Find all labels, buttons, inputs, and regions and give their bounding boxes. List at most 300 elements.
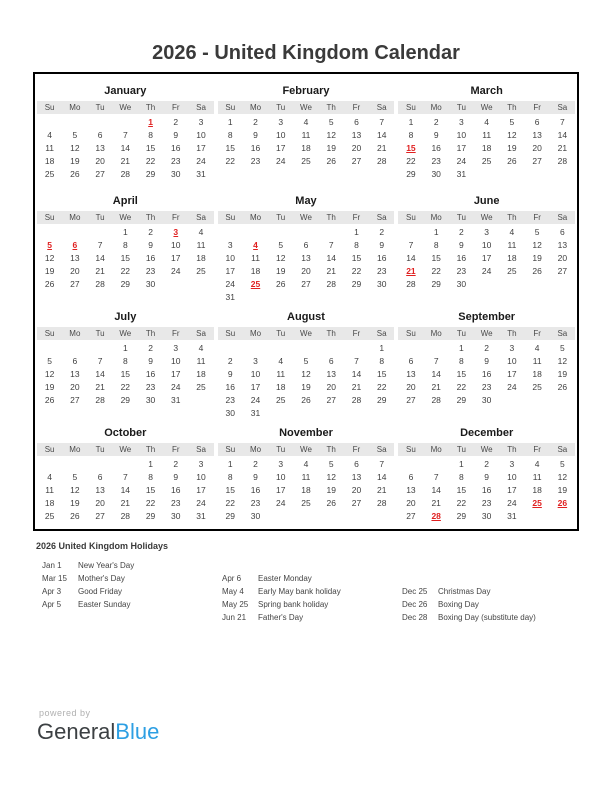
day-cell: 8 bbox=[148, 130, 153, 140]
empty-day-cell bbox=[293, 342, 318, 355]
day-cell: 25 bbox=[196, 381, 206, 392]
week-row bbox=[398, 155, 575, 168]
day-cell: 12 bbox=[557, 355, 568, 366]
week-row bbox=[218, 381, 395, 394]
day-cell: 14 bbox=[376, 471, 387, 482]
day-cell: 29 bbox=[456, 394, 467, 405]
day-cell: 9 bbox=[253, 130, 258, 140]
day-cell: 21 bbox=[376, 143, 387, 153]
day-cell: 2 bbox=[433, 117, 439, 127]
day-cell: 10 bbox=[250, 368, 261, 379]
day-cell: 12 bbox=[276, 252, 286, 263]
month-block bbox=[396, 420, 577, 530]
day-cell: 17 bbox=[276, 143, 286, 153]
day-cell: 8 bbox=[354, 239, 359, 250]
day-cell: 7 bbox=[122, 471, 128, 482]
day-cell: 28 bbox=[351, 394, 362, 405]
day-cell: 13 bbox=[95, 484, 105, 495]
day-cell: 30 bbox=[481, 510, 492, 521]
week-row bbox=[37, 342, 214, 355]
holiday-entry bbox=[42, 598, 220, 611]
weekday-header-row bbox=[398, 443, 575, 456]
day-cell: 21 bbox=[95, 265, 105, 276]
day-cell: 25 bbox=[44, 510, 55, 521]
day-cell: 13 bbox=[301, 252, 311, 263]
holiday-date: Apr 3 bbox=[42, 587, 62, 596]
day-cell: 10 bbox=[171, 239, 181, 250]
day-cell: 13 bbox=[406, 484, 416, 495]
day-cell: 7 bbox=[379, 117, 385, 127]
empty-day-cell bbox=[37, 116, 62, 129]
brand-dark-text: General bbox=[37, 719, 116, 744]
day-cell: 30 bbox=[456, 278, 467, 289]
day-cell: 29 bbox=[376, 394, 387, 405]
day-cell: 9 bbox=[379, 239, 385, 250]
day-cell: 8 bbox=[227, 471, 233, 482]
holiday-date: Apr 6 bbox=[222, 574, 242, 583]
weekday-label: We bbox=[119, 328, 132, 338]
week-row bbox=[37, 116, 214, 129]
empty-day-cell bbox=[525, 394, 550, 407]
day-cell: 27 bbox=[95, 510, 105, 521]
day-cell: 31 bbox=[456, 169, 467, 179]
day-cell: 26 bbox=[326, 497, 336, 508]
empty-day-cell bbox=[37, 342, 62, 355]
day-cell: 15 bbox=[225, 484, 235, 495]
empty-day-cell bbox=[243, 342, 268, 355]
day-cell: 29 bbox=[406, 169, 416, 179]
weekday-header-row bbox=[218, 101, 395, 114]
day-cell: 19 bbox=[44, 381, 55, 392]
holiday-entry bbox=[222, 585, 400, 598]
day-cell: 11 bbox=[45, 143, 55, 153]
month-block bbox=[216, 188, 397, 304]
week-row bbox=[37, 278, 214, 291]
day-cell: 31 bbox=[507, 510, 517, 521]
week-row bbox=[398, 355, 575, 368]
day-cell: 29 bbox=[145, 510, 156, 521]
day-cell: 5 bbox=[72, 471, 78, 482]
day-cell: 2 bbox=[484, 458, 490, 469]
day-cell: 6 bbox=[354, 458, 359, 469]
week-row bbox=[218, 291, 395, 304]
day-cell: 14 bbox=[376, 130, 387, 140]
page-title: 2026 - United Kingdom Calendar bbox=[152, 42, 460, 64]
day-cell: 27 bbox=[326, 394, 336, 405]
day-cell: 27 bbox=[351, 156, 362, 166]
day-cell: 15 bbox=[145, 143, 156, 153]
day-cell: 3 bbox=[278, 458, 284, 469]
holiday-date: May 25 bbox=[222, 600, 249, 609]
week-row bbox=[37, 497, 214, 510]
week-row bbox=[398, 497, 575, 510]
holiday-column bbox=[42, 559, 220, 611]
day-cell: 2 bbox=[484, 342, 490, 353]
holiday-date: Dec 25 bbox=[402, 587, 428, 596]
weekday-label: Su bbox=[44, 103, 55, 112]
empty-day-cell bbox=[344, 342, 369, 355]
month-block bbox=[35, 78, 216, 188]
day-cell: 19 bbox=[326, 484, 336, 495]
day-cell: 8 bbox=[227, 130, 233, 140]
day-cell: 24 bbox=[196, 156, 206, 166]
weekday-label: Su bbox=[406, 212, 416, 222]
day-cell: 26 bbox=[276, 278, 286, 289]
weekday-label: We bbox=[480, 328, 493, 338]
empty-day-cell bbox=[474, 278, 499, 291]
day-cell: 13 bbox=[351, 471, 362, 482]
day-cell: 13 bbox=[70, 252, 80, 263]
day-cell: 18 bbox=[507, 252, 517, 263]
day-cell: 11 bbox=[276, 368, 286, 379]
day-cell: 3 bbox=[253, 355, 258, 366]
weekday-label: Th bbox=[507, 328, 517, 338]
day-cell: 29 bbox=[431, 278, 441, 289]
empty-day-cell bbox=[344, 291, 369, 304]
empty-day-cell bbox=[163, 278, 188, 291]
day-cell: 3 bbox=[509, 342, 515, 353]
day-cell: 17 bbox=[507, 368, 517, 379]
week-row bbox=[398, 226, 575, 239]
day-cell: 15 bbox=[120, 252, 131, 263]
week-row bbox=[398, 265, 575, 278]
holiday-entry bbox=[222, 572, 400, 585]
month-title: February bbox=[282, 85, 330, 97]
day-cell: 12 bbox=[326, 130, 336, 140]
day-cell: 19 bbox=[507, 143, 517, 153]
empty-day-cell bbox=[113, 458, 138, 471]
day-cell: 14 bbox=[557, 130, 568, 140]
day-cell: 2 bbox=[148, 342, 153, 353]
day-cell: 22 bbox=[351, 265, 362, 276]
holiday-entry bbox=[402, 585, 580, 598]
day-cell: 22 bbox=[120, 265, 131, 276]
weekday-label: Su bbox=[225, 103, 236, 112]
day-cell: 28 bbox=[376, 156, 387, 166]
day-cell: 18 bbox=[301, 143, 311, 153]
day-cell: 23 bbox=[431, 156, 441, 166]
day-cell: 4 bbox=[303, 117, 309, 127]
weekday-label: Tu bbox=[456, 103, 466, 112]
weekday-label: We bbox=[119, 212, 132, 222]
month-block bbox=[216, 78, 397, 188]
day-cell: 23 bbox=[171, 497, 181, 508]
day-cell: 18 bbox=[532, 368, 542, 379]
week-row bbox=[37, 381, 214, 394]
day-cell: 23 bbox=[481, 497, 492, 508]
day-cell: 26 bbox=[557, 497, 568, 508]
day-cell: 31 bbox=[250, 407, 261, 418]
month-title: December bbox=[460, 426, 514, 439]
week-row bbox=[218, 368, 395, 381]
day-cell: 20 bbox=[95, 497, 105, 508]
day-cell: 29 bbox=[225, 510, 235, 521]
day-cell: 17 bbox=[171, 368, 181, 379]
day-cell: 2 bbox=[379, 226, 385, 237]
day-cell: 1 bbox=[148, 458, 153, 469]
weekday-label: We bbox=[119, 103, 132, 112]
week-row bbox=[37, 265, 214, 278]
day-cell: 12 bbox=[507, 130, 517, 140]
weekday-label: Th bbox=[326, 212, 336, 222]
empty-day-cell bbox=[398, 226, 423, 239]
day-cell: 12 bbox=[70, 143, 80, 153]
day-cell: 9 bbox=[148, 355, 153, 366]
week-row bbox=[218, 239, 395, 252]
day-cell: 8 bbox=[459, 471, 464, 482]
holiday-name: New Year's Day bbox=[78, 561, 135, 570]
month-block bbox=[35, 304, 216, 420]
week-row bbox=[398, 381, 575, 394]
day-cell: 25 bbox=[196, 265, 206, 276]
day-cell: 15 bbox=[456, 484, 467, 495]
day-cell: 11 bbox=[532, 355, 542, 366]
month-block bbox=[216, 420, 397, 530]
empty-day-cell bbox=[268, 291, 293, 304]
week-row bbox=[218, 510, 395, 523]
weekday-label: Mo bbox=[69, 328, 81, 338]
holiday-date: Apr 5 bbox=[42, 600, 62, 609]
week-row bbox=[218, 471, 395, 484]
day-cell: 20 bbox=[301, 265, 311, 276]
holiday-entry bbox=[42, 572, 220, 585]
day-cell: 17 bbox=[171, 252, 181, 263]
weekday-label: Mo bbox=[430, 328, 442, 338]
week-row bbox=[37, 458, 214, 471]
week-row bbox=[398, 129, 575, 142]
week-row bbox=[398, 168, 575, 181]
weekday-label: Fr bbox=[352, 328, 361, 338]
day-cell: 26 bbox=[44, 394, 55, 405]
day-cell: 9 bbox=[484, 355, 490, 366]
empty-day-cell bbox=[113, 116, 138, 129]
week-row bbox=[398, 252, 575, 265]
week-row bbox=[218, 142, 395, 155]
weekday-label: We bbox=[300, 444, 312, 454]
holiday-date: Dec 28 bbox=[402, 613, 428, 622]
day-cell: 12 bbox=[44, 368, 55, 379]
day-cell: 31 bbox=[171, 394, 181, 405]
day-cell: 26 bbox=[326, 156, 336, 166]
weekday-label: Sa bbox=[196, 328, 206, 338]
day-cell: 7 bbox=[122, 130, 128, 140]
day-cell: 4 bbox=[253, 239, 258, 250]
day-cell: 21 bbox=[376, 484, 387, 495]
holiday-date: Jun 21 bbox=[222, 613, 247, 622]
day-cell: 9 bbox=[227, 368, 233, 379]
day-cell: 20 bbox=[406, 497, 416, 508]
day-cell: 16 bbox=[225, 381, 235, 392]
weekday-label: Mo bbox=[430, 103, 442, 112]
empty-day-cell bbox=[243, 291, 268, 304]
day-cell: 7 bbox=[433, 471, 439, 482]
week-row bbox=[218, 265, 395, 278]
day-cell: 25 bbox=[507, 265, 517, 276]
day-cell: 7 bbox=[560, 117, 565, 127]
day-cell: 13 bbox=[557, 239, 568, 250]
day-cell: 12 bbox=[70, 484, 80, 495]
empty-day-cell bbox=[268, 226, 293, 239]
weekday-label: Tu bbox=[456, 444, 466, 454]
day-cell: 22 bbox=[145, 156, 156, 166]
day-cell: 30 bbox=[171, 510, 181, 521]
day-cell: 2 bbox=[253, 117, 258, 127]
day-cell: 21 bbox=[95, 381, 105, 392]
week-row bbox=[37, 239, 214, 252]
weekday-label: Fr bbox=[533, 444, 541, 454]
day-cell: 5 bbox=[303, 355, 309, 366]
day-cell: 10 bbox=[276, 130, 286, 140]
day-cell: 19 bbox=[557, 368, 568, 379]
week-row bbox=[37, 510, 214, 523]
day-cell: 30 bbox=[145, 278, 156, 289]
day-cell: 28 bbox=[431, 394, 441, 405]
holiday-entry bbox=[42, 585, 220, 598]
empty-day-cell bbox=[268, 407, 293, 420]
day-cell: 6 bbox=[72, 355, 78, 366]
day-cell: 5 bbox=[47, 355, 52, 366]
day-cell: 15 bbox=[120, 368, 131, 379]
day-cell: 9 bbox=[173, 130, 179, 140]
day-cell: 11 bbox=[301, 471, 311, 482]
month-block bbox=[396, 304, 577, 420]
day-cell: 24 bbox=[276, 156, 286, 166]
weekday-label: Su bbox=[44, 328, 55, 338]
weekday-header-row bbox=[37, 211, 214, 224]
week-row bbox=[398, 342, 575, 355]
day-cell: 11 bbox=[507, 239, 517, 250]
holiday-name: Good Friday bbox=[78, 587, 123, 596]
month-block bbox=[35, 188, 216, 304]
day-cell: 7 bbox=[433, 355, 439, 366]
day-cell: 20 bbox=[326, 381, 336, 392]
day-cell: 20 bbox=[532, 143, 542, 153]
weekday-label: We bbox=[480, 212, 493, 222]
week-row bbox=[218, 497, 395, 510]
day-cell: 1 bbox=[148, 117, 153, 127]
week-row bbox=[37, 252, 214, 265]
day-cell: 10 bbox=[456, 130, 467, 140]
empty-day-cell bbox=[499, 278, 524, 291]
weekday-label: Tu bbox=[95, 212, 105, 222]
weekday-label: Su bbox=[44, 444, 55, 454]
day-cell: 1 bbox=[379, 342, 385, 353]
day-cell: 5 bbox=[560, 458, 565, 469]
day-cell: 25 bbox=[481, 156, 492, 166]
empty-day-cell bbox=[62, 116, 87, 129]
day-cell: 14 bbox=[431, 368, 441, 379]
day-cell: 31 bbox=[196, 169, 206, 179]
week-row bbox=[218, 394, 395, 407]
weekday-label: Fr bbox=[352, 212, 361, 222]
day-cell: 28 bbox=[120, 510, 131, 521]
holiday-entry bbox=[402, 598, 580, 611]
day-cell: 21 bbox=[351, 381, 362, 392]
day-cell: 27 bbox=[70, 278, 80, 289]
day-cell: 3 bbox=[173, 226, 179, 237]
day-cell: 31 bbox=[196, 510, 206, 521]
day-cell: 14 bbox=[120, 143, 131, 153]
day-cell: 6 bbox=[408, 471, 414, 482]
empty-day-cell bbox=[424, 342, 449, 355]
day-cell: 1 bbox=[122, 342, 128, 353]
weekday-label: Mo bbox=[430, 444, 442, 454]
weekday-header-row bbox=[218, 211, 395, 224]
day-cell: 3 bbox=[484, 226, 490, 237]
day-cell: 27 bbox=[532, 156, 542, 166]
day-cell: 19 bbox=[326, 143, 336, 153]
month-title: September bbox=[458, 310, 516, 323]
day-cell: 10 bbox=[225, 252, 235, 263]
day-cell: 15 bbox=[376, 368, 387, 379]
day-cell: 1 bbox=[459, 342, 464, 353]
week-row bbox=[37, 226, 214, 239]
month-block bbox=[216, 304, 397, 420]
day-cell: 22 bbox=[225, 156, 235, 166]
day-cell: 14 bbox=[95, 368, 105, 379]
month-title: August bbox=[287, 310, 325, 323]
day-cell: 14 bbox=[406, 252, 416, 263]
day-cell: 20 bbox=[95, 156, 105, 166]
day-cell: 11 bbox=[251, 252, 260, 263]
weekday-label: Th bbox=[507, 103, 517, 112]
weekday-label: Sa bbox=[196, 103, 206, 112]
weekday-header-row bbox=[218, 443, 395, 456]
month-title: April bbox=[112, 194, 138, 207]
weekday-label: Sa bbox=[376, 103, 387, 112]
day-cell: 17 bbox=[196, 484, 206, 495]
day-cell: 23 bbox=[481, 381, 492, 392]
months-grid bbox=[33, 72, 579, 531]
weekday-label: Tu bbox=[95, 328, 105, 338]
day-cell: 20 bbox=[351, 143, 362, 153]
day-cell: 9 bbox=[148, 239, 153, 250]
weekday-label: Tu bbox=[456, 212, 466, 222]
day-cell: 10 bbox=[171, 355, 181, 366]
day-cell: 30 bbox=[431, 169, 441, 179]
day-cell: 12 bbox=[301, 368, 311, 379]
day-cell: 17 bbox=[196, 143, 206, 153]
weekday-label: Fr bbox=[533, 212, 541, 222]
week-row bbox=[37, 394, 214, 407]
week-row bbox=[398, 484, 575, 497]
day-cell: 16 bbox=[481, 368, 492, 379]
day-cell: 17 bbox=[250, 381, 261, 392]
day-cell: 24 bbox=[171, 381, 181, 392]
day-cell: 13 bbox=[326, 368, 336, 379]
day-cell: 19 bbox=[44, 265, 55, 276]
day-cell: 31 bbox=[225, 291, 235, 302]
day-cell: 5 bbox=[534, 226, 540, 237]
day-cell: 26 bbox=[70, 169, 80, 179]
day-cell: 9 bbox=[253, 471, 258, 482]
day-cell: 21 bbox=[557, 143, 568, 153]
weekday-label: Sa bbox=[196, 444, 206, 454]
day-cell: 7 bbox=[354, 355, 359, 366]
empty-day-cell bbox=[369, 407, 394, 420]
empty-day-cell bbox=[293, 510, 318, 523]
day-cell: 27 bbox=[557, 265, 568, 276]
day-cell: 4 bbox=[278, 355, 284, 366]
day-cell: 6 bbox=[534, 117, 540, 127]
day-cell: 27 bbox=[70, 394, 80, 405]
day-cell: 18 bbox=[301, 484, 311, 495]
holiday-entry bbox=[222, 611, 400, 624]
weekday-label: We bbox=[300, 328, 312, 338]
weekday-label: We bbox=[119, 444, 132, 454]
day-cell: 28 bbox=[95, 394, 105, 405]
day-cell: 30 bbox=[225, 407, 235, 418]
